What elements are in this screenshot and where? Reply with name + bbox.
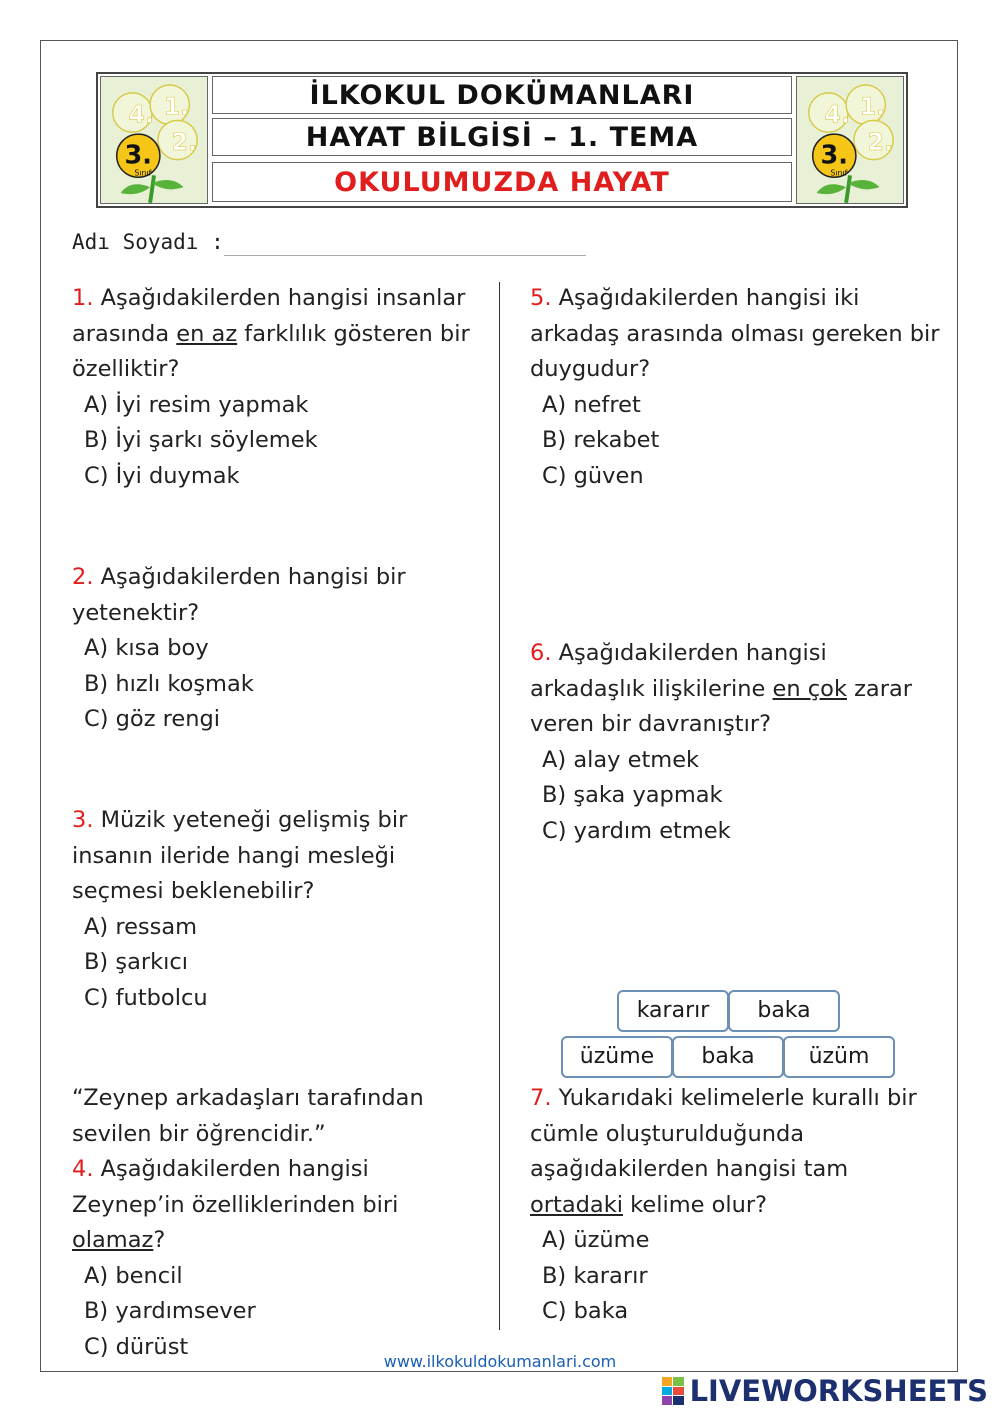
option-c[interactable]: C) yardım etmek	[542, 817, 731, 844]
question-text: Aşağıdakilerden hangisi Zeynep’in özelliklerinden biri	[72, 1156, 399, 1218]
word-box[interactable]: kararır	[617, 990, 729, 1032]
name-input-line[interactable]	[224, 255, 586, 256]
logo-num3: 3.	[124, 140, 152, 171]
option-c[interactable]: C) dürüst	[84, 1333, 189, 1360]
header-title-line2: HAYAT BİLGİSİ – 1. TEMA	[212, 118, 792, 156]
liveworksheets-logo-icon	[662, 1377, 684, 1405]
liveworksheets-wordmark: LIVEWORKSHEETS	[689, 1374, 988, 1408]
question-emphasis: ortadaki	[530, 1191, 623, 1218]
option-b[interactable]: B) İyi şarkı söylemek	[84, 427, 318, 453]
option-b[interactable]: B) rekabet	[542, 427, 660, 453]
question-5	[530, 281, 940, 494]
clover-logo-right	[796, 76, 904, 204]
question-text: Aşağıdakilerden hangisi iki arkadaş arasında olması gereken bir duygudur?	[530, 285, 940, 382]
question-text: zarar veren bir davranıştır?	[530, 675, 913, 737]
option-b[interactable]: B) kararır	[542, 1262, 648, 1289]
header-title-line1: İLKOKUL DOKÜMANLARI	[212, 76, 792, 114]
header-title-line3: OKULUMUZDA HAYAT	[212, 162, 792, 202]
question-text: Yukarıdaki kelimelerle kurallı bir cümle oluşturulduğunda aşağıdakilerden hangisi tam	[530, 1085, 917, 1182]
option-c[interactable]: C) baka	[542, 1298, 629, 1324]
logo-num2: 2.	[867, 127, 894, 156]
question-emphasis: en az	[176, 320, 238, 347]
question-text: kelime olur?	[622, 1191, 768, 1218]
option-b[interactable]: B) şarkıcı	[84, 949, 189, 975]
option-c[interactable]: C) göz rengi	[84, 706, 221, 732]
question-quote: “Zeynep arkadaşları tarafından sevilen bir öğrencidir.”	[72, 1085, 424, 1147]
question-emphasis: olamaz	[72, 1227, 154, 1253]
question-text: Aşağıdakilerden hangisi insanlar arasında	[72, 285, 466, 347]
word-box[interactable]: üzüme	[561, 1036, 673, 1078]
question-number: 1.	[72, 285, 94, 311]
logo-num4: 4.	[128, 100, 154, 129]
word-box[interactable]: baka	[728, 990, 840, 1032]
option-a[interactable]: A) alay etmek	[542, 746, 700, 773]
column-divider	[499, 282, 500, 1330]
question-emphasis: en çok	[772, 675, 847, 702]
option-c[interactable]: C) güven	[542, 462, 644, 489]
logo-num1: 1.	[163, 92, 190, 121]
option-b[interactable]: B) yardımsever	[84, 1298, 256, 1324]
word-box[interactable]: üzüm	[783, 1036, 895, 1078]
question-number: 5.	[530, 285, 552, 311]
logo-num3: 3.	[820, 140, 848, 171]
question-text: ?	[153, 1227, 166, 1253]
question-text: Aşağıdakilerden hangisi bir yetenektir?	[72, 564, 406, 626]
option-a[interactable]: A) nefret	[542, 391, 641, 418]
option-a[interactable]: A) kısa boy	[84, 635, 209, 661]
logo-sub: Sınıf	[134, 168, 152, 178]
question-number: 7.	[530, 1085, 552, 1111]
question-4	[72, 1081, 482, 1365]
question-text: farklılık gösteren bir özelliktir?	[72, 320, 470, 382]
question-number: 4.	[72, 1156, 94, 1182]
option-c[interactable]: C) İyi duymak	[84, 462, 240, 489]
question-text: Müzik yeteneği gelişmiş bir insanın ileride hangi mesleği seçmesi beklenebilir?	[72, 807, 408, 904]
question-number: 6.	[530, 640, 552, 666]
question-number: 2.	[72, 564, 94, 590]
question-text: Aşağıdakilerden hangisi arkadaşlık ilişkilerine	[530, 640, 827, 702]
question-6	[530, 636, 935, 849]
option-a[interactable]: A) ressam	[84, 913, 198, 940]
question-1	[72, 281, 482, 494]
option-b[interactable]: B) şaka yapmak	[542, 782, 723, 808]
clover-logo-left	[100, 76, 208, 204]
worksheet-header	[96, 72, 908, 208]
logo-num1: 1.	[859, 92, 886, 121]
name-label: Adı Soyadı :	[72, 230, 224, 254]
liveworksheets-brand	[662, 1374, 988, 1408]
option-c[interactable]: C) futbolcu	[84, 984, 208, 1011]
question-2	[72, 560, 452, 738]
logo-num4: 4.	[824, 100, 850, 129]
question-3	[72, 803, 482, 1016]
word-box[interactable]: baka	[672, 1036, 784, 1078]
option-a[interactable]: A) üzüme	[542, 1227, 650, 1253]
footer-url-link[interactable]: www.ilkokuldokumanlari.com	[383, 1352, 617, 1371]
logo-num2: 2.	[171, 127, 198, 156]
logo-sub: Sınıf	[830, 168, 848, 178]
option-a[interactable]: A) İyi resim yapmak	[84, 391, 309, 418]
question-7	[530, 1081, 930, 1330]
option-b[interactable]: B) hızlı koşmak	[84, 670, 254, 697]
question-number: 3.	[72, 807, 94, 833]
option-a[interactable]: A) bencil	[84, 1262, 183, 1289]
